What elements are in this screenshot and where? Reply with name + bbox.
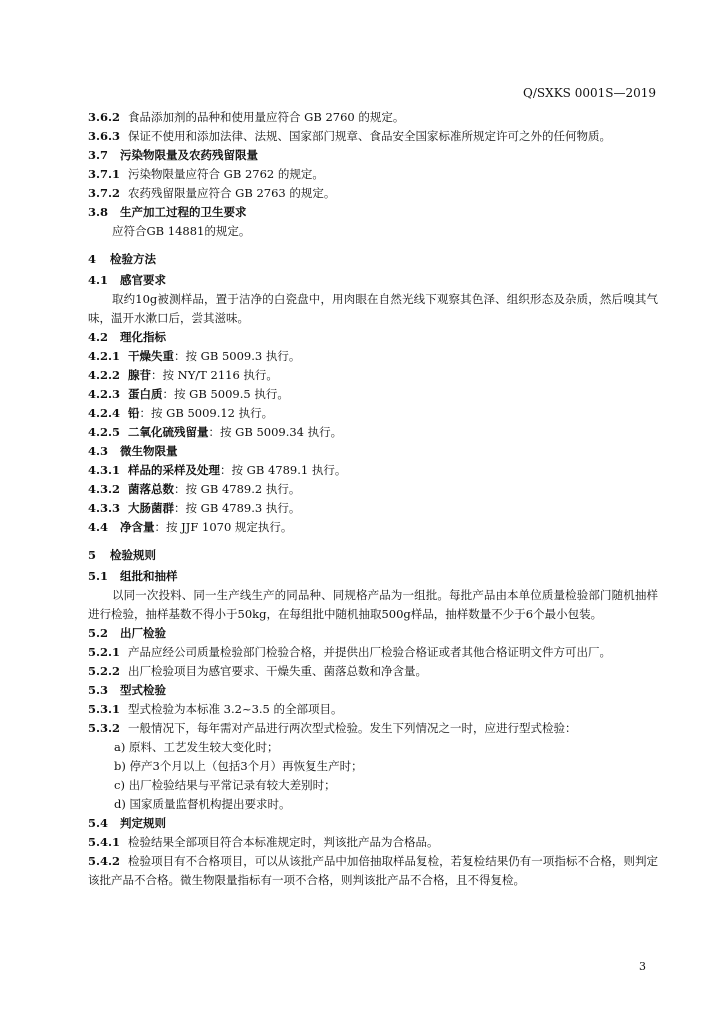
section-3-7-heading: 3.7 污染物限量及农药残留限量 [88, 148, 258, 162]
clause-5-4-1: 5.4.1 检验结果全部项目符合本标准规定时，判该批产品为合格品。 [88, 835, 439, 849]
clause-4-2-4: 4.2.4 铅：按 GB 5009.12 执行。 [88, 406, 274, 420]
clause-4-3-2: 4.3.2 菌落总数：按 GB 4789.2 执行。 [88, 482, 301, 496]
clause-4-3-1: 4.3.1 样品的采样及处理：按 GB 4789.1 执行。 [88, 463, 347, 477]
list-item-d: d) 国家质量监督机构提出要求时。 [114, 797, 291, 811]
clause-4-2-5: 4.2.5 二氧化硫残留量：按 GB 5009.34 执行。 [88, 425, 343, 439]
clause-4-2-3: 4.2.3 蛋白质：按 GB 5009.5 执行。 [88, 387, 289, 401]
chapter-4-heading: 4 检验方法 [88, 252, 156, 266]
clause-3-7-1: 3.7.1 污染物限量应符合 GB 2762 的规定。 [88, 167, 324, 181]
section-4-2-heading: 4.2 理化指标 [88, 330, 166, 344]
list-item-c: c) 出厂检验结果与平常记录有较大差别时； [114, 778, 336, 792]
clause-3-6-2: 3.6.2 食品添加剂的品种和使用量应符合 GB 2760 的规定。 [88, 110, 405, 124]
section-4-1-heading: 4.1 感官要求 [88, 273, 166, 287]
clause-4-3-3: 4.3.3 大肠菌群：按 GB 4789.3 执行。 [88, 501, 301, 515]
page-number: 3 [639, 960, 646, 973]
clause-5-3-1: 5.3.1 型式检验为本标准 3.2~3.5 的全部项目。 [88, 702, 343, 716]
section-5-1-heading: 5.1 组批和抽样 [88, 569, 178, 583]
section-4-4: 4.4 净含量：按 JJF 1070 规定执行。 [88, 520, 293, 534]
list-item-b: b) 停产3个月以上（包括3个月）再恢复生产时； [114, 759, 363, 773]
document-code: Q/SXKS 0001S—2019 [523, 86, 656, 100]
clause-5-3-2: 5.3.2 一般情况下，每年需对产品进行两次型式检验。发生下列情况之一时，应进行型式检验： [88, 721, 577, 735]
clause-3-7-2: 3.7.2 农药残留限量应符合 GB 2763 的规定。 [88, 186, 336, 200]
section-5-1-body: 以同一次投料、同一生产线生产的同品种、同规格产品为一组批。每批产品由本单位质量检验部门随机抽样进行检验，抽样基数不得小于50kg，在每组批中随机抽取500g样品，抽样数量不少于6个最小包装。 [88, 588, 658, 621]
section-5-3-heading: 5.3 型式检验 [88, 683, 166, 697]
clause-4-2-2: 4.2.2 腺苷：按 NY/T 2116 执行。 [88, 368, 278, 382]
clause-5-2-1: 5.2.1 产品应经公司质量检验部门检验合格，并提供出厂检验合格证或者其他合格证明文件方可出厂。 [88, 645, 611, 659]
clause-5-4-2: 5.4.2 检验项目有不合格项目，可以从该批产品中加倍抽取样品复检，若复检结果仍有一项指标不合格，则判定该批产品不合格。微生物限量指标有一项不合格，则判该批产品不合格，且不得复检。 [88, 854, 658, 887]
clause-4-2-1: 4.2.1 干燥失重：按 GB 5009.3 执行。 [88, 349, 301, 363]
section-5-2-heading: 5.2 出厂检验 [88, 626, 166, 640]
clause-3-6-3: 3.6.3 保证不使用和添加法律、法规、国家部门规章、食品安全国家标准所规定许可之外的任何物质。 [88, 129, 611, 143]
section-4-3-heading: 4.3 微生物限量 [88, 444, 178, 458]
list-item-a: a) 原料、工艺发生较大变化时； [114, 740, 279, 754]
section-3-8-heading: 3.8 生产加工过程的卫生要求 [88, 205, 247, 219]
document-body [88, 108, 658, 890]
section-5-4-heading: 5.4 判定规则 [88, 816, 166, 830]
section-3-8-body: 应符合GB 14881的规定。 [112, 224, 251, 238]
chapter-5-heading: 5 检验规则 [88, 548, 156, 562]
section-4-1-body: 取约10g被测样品，置于洁净的白瓷盘中，用肉眼在自然光线下观察其色泽、组织形态及杂质，然后嗅其气味，温开水漱口后，尝其滋味。 [88, 292, 658, 325]
clause-5-2-2: 5.2.2 出厂检验项目为感官要求、干燥失重、菌落总数和净含量。 [88, 664, 427, 678]
